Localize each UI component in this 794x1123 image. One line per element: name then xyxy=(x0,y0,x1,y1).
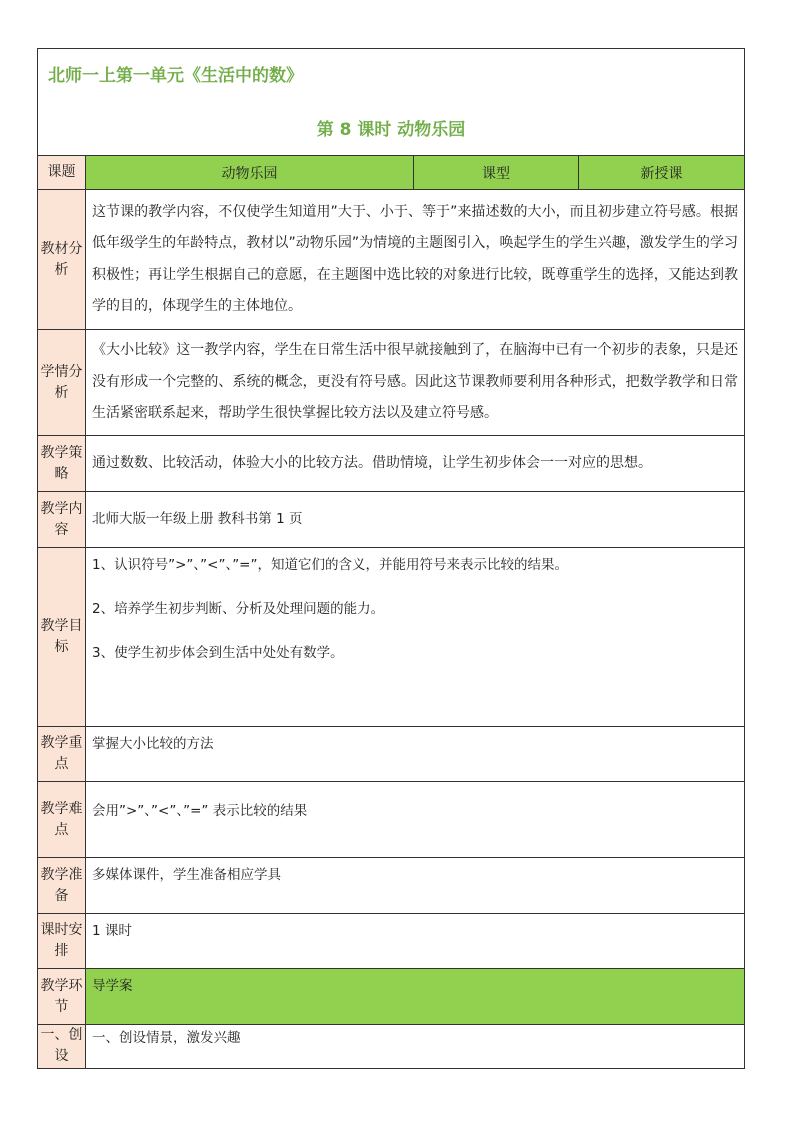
materials-analysis-text: 这节课的教学内容，不仅使学生知道用”大于、小于、等于”来描述数的大小，而且初步建立符号感。根据低年级学生的年龄特点，教材以”动物乐园”为情境的主题图引入，唤起学生的学生兴趣，激发学生的学习积极性；再让学生根据自己的意愿，在主题图中选比较的对象进行比较，既尊重学生的选择，又能达到教学的目的，体现学生的主体地位。 xyxy=(86,190,745,330)
topic-row xyxy=(38,156,745,190)
strategy-text: 通过数数、比较活动，体验大小的比较方法。借助情境，让学生初步体会一一对应的思想。 xyxy=(86,436,745,492)
materials-analysis-row xyxy=(38,190,745,330)
preparation-row xyxy=(38,858,745,914)
schedule-label: 课时安排 xyxy=(38,914,86,969)
process-label: 教学环节 xyxy=(38,969,86,1025)
lesson-title: 第 8 课时 动物乐园 xyxy=(316,120,466,140)
student-analysis-label: 学情分析 xyxy=(38,330,86,436)
step-one-text: 一、创设情景，激发兴趣 xyxy=(86,1025,745,1069)
step-one-row xyxy=(38,1025,745,1069)
student-analysis-text: 《大小比较》这一教学内容，学生在日常生活中很早就接触到了，在脑海中已有一个初步的表象，只是还没有形成一个完整的、系统的概念，更没有符号感。因此这节课教师要利用各种形式，把数学教学和日常生活紧密联系起来，帮助学生很快掌握比较方法以及建立符号感。 xyxy=(86,330,745,436)
strategy-label: 教学策略 xyxy=(38,436,86,492)
content-row xyxy=(38,492,745,548)
strategy-row xyxy=(38,436,745,492)
goal-item: 3、使学生初步体会到生活中处处有数学。 xyxy=(92,645,344,661)
goals-label: 教学目标 xyxy=(38,548,86,727)
key-points-row xyxy=(38,727,745,782)
topic-value: 动物乐园 xyxy=(86,156,414,190)
key-points-label: 教学重点 xyxy=(38,727,86,782)
goal-item: 2、培养学生初步判断、分析及处理问题的能力。 xyxy=(92,601,385,617)
process-text: 导学案 xyxy=(86,969,745,1025)
lesson-plan-page xyxy=(37,48,744,1069)
step-one-label: 一、创设 xyxy=(38,1025,86,1069)
content-label: 教学内容 xyxy=(38,492,86,548)
difficulties-row xyxy=(38,782,745,858)
topic-label: 课题 xyxy=(38,156,86,190)
difficulties-label: 教学难点 xyxy=(38,782,86,858)
schedule-text: 1 课时 xyxy=(86,914,745,969)
preparation-text: 多媒体课件，学生准备相应学具 xyxy=(86,858,745,914)
lesson-type-label: 课型 xyxy=(414,156,579,190)
header-cell xyxy=(38,49,745,156)
schedule-row xyxy=(38,914,745,969)
goal-item: 1、认识符号”>”、”<”、”=”，知道它们的含义，并能用符号来表示比较的结果。 xyxy=(92,557,568,573)
goals-row xyxy=(38,548,745,727)
unit-title: 北师一上第一单元《生活中的数》 xyxy=(48,66,303,86)
key-points-text: 掌握大小比较的方法 xyxy=(86,727,745,782)
materials-analysis-label: 教材分析 xyxy=(38,190,86,330)
difficulties-text: 会用”>”、”<”、”=” 表示比较的结果 xyxy=(86,782,745,858)
goals-list xyxy=(86,548,745,727)
process-row xyxy=(38,969,745,1025)
content-text: 北师大版一年级上册 教科书第 1 页 xyxy=(86,492,745,548)
student-analysis-row xyxy=(38,330,745,436)
preparation-label: 教学准备 xyxy=(38,858,86,914)
lesson-plan-table xyxy=(37,48,745,1069)
lesson-type-value: 新授课 xyxy=(579,156,745,190)
